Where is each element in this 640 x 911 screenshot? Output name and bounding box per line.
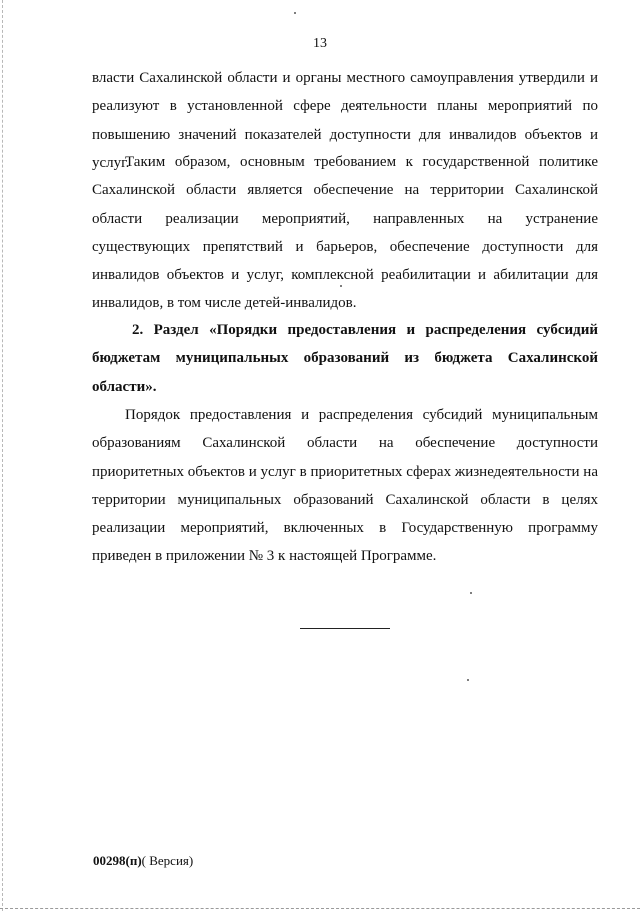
footer xyxy=(93,853,193,869)
scan-speck xyxy=(470,592,472,594)
document-version: ( Версия) xyxy=(141,853,194,868)
scan-edge-bottom xyxy=(0,908,640,909)
continuation-paragraph: власти Сахалинской области и органы местного самоуправления утвердили и реализуют в установленной сфере деятельности планы мероприятий по повышению значений показателей доступности для инвалидов объектов и услуг. xyxy=(92,70,598,171)
section-heading: 2. Раздел «Порядки предоставления и распределения субсидий бюджетам муниципальных образований из бюджета Сахалинской области». xyxy=(92,322,598,395)
scan-speck xyxy=(294,12,296,14)
scan-speck xyxy=(340,285,342,287)
section-body-block xyxy=(92,401,598,571)
page-number: 13 xyxy=(313,36,327,51)
section-heading-block xyxy=(92,316,598,401)
document-code: 00298(п) xyxy=(93,853,142,868)
section-separator-line xyxy=(300,628,390,629)
summary-paragraph: Таким образом, основным требованием к государственной политике Сахалинской области является обеспечение на территории Сахалинской области реализации мероприятий, направленных на устранение существующих препятствий и барьеров, обеспечение доступности для инвалидов объектов и услуг, комплексной реабилитации и абилитации для инвалидов, в том числе детей-инвалидов. xyxy=(92,154,598,312)
section-body-paragraph: Порядок предоставления и распределения субсидий муниципальным образованиям Сахалинской области на обеспечение доступности приоритетных объектов и услуг в приоритетных сферах жизнедеятельности на территории муниципальных образований Сахалинской области в целях реализации мероприятий, включенных в Государственную программу приведен в приложении № 3 к настоящей Программе. xyxy=(92,407,598,565)
summary-paragraph-block xyxy=(92,148,598,318)
scan-speck xyxy=(467,679,469,681)
scan-edge-left xyxy=(2,0,3,911)
